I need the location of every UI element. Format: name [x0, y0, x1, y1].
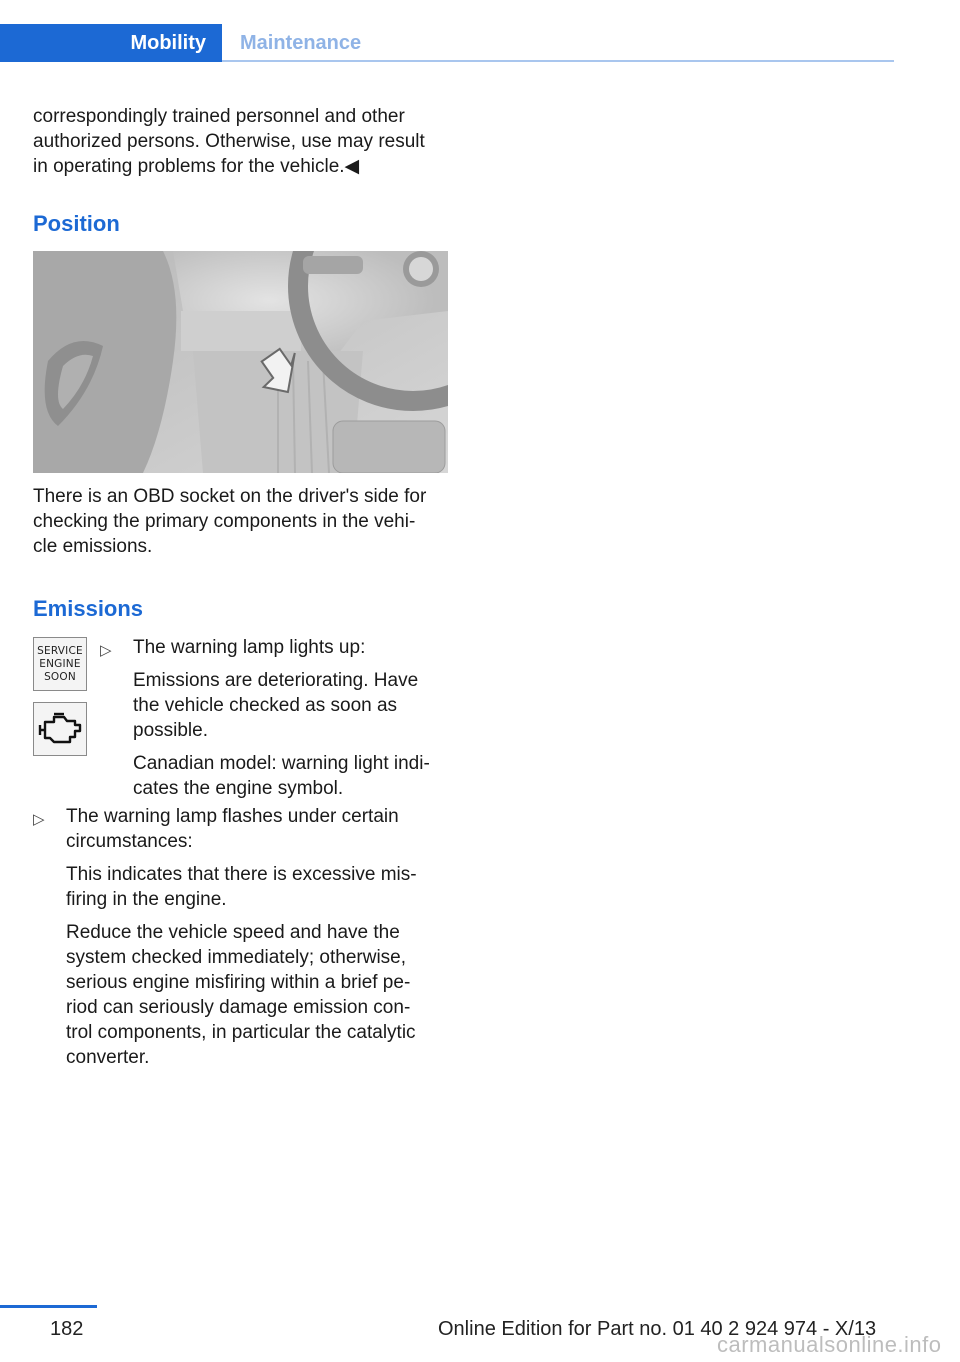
intro-line: correspondingly trained personnel and other — [33, 106, 405, 127]
item-paragraph — [133, 751, 453, 801]
item-paragraph — [66, 920, 456, 1070]
bullet-icon: ▷ — [100, 642, 112, 659]
header-divider — [222, 60, 894, 62]
position-line: cle emissions. — [33, 536, 153, 557]
position-line: checking the primary components in the vehi‐ — [33, 511, 416, 532]
icon-text-line: ENGINE — [39, 658, 81, 670]
item-line: possible. — [133, 720, 208, 741]
item-lead: The warning lamp lights up: — [133, 637, 366, 658]
item-line: The warning lamp flashes under certain — [66, 806, 399, 827]
icon-text-line: SOON — [44, 671, 76, 683]
tab-mobility[interactable]: Mobility — [0, 24, 222, 62]
list-item — [133, 635, 453, 801]
item-line: firing in the engine. — [66, 889, 227, 910]
item-line: trol components, in particular the catalytic — [66, 1022, 416, 1043]
obd-socket-photo — [33, 251, 448, 473]
item-paragraph — [133, 668, 453, 743]
position-heading: Position — [33, 211, 120, 236]
item-line: This indicates that there is excessive mis‐ — [66, 864, 417, 885]
intro-paragraph — [33, 104, 448, 179]
item-line: the vehicle checked as soon as — [133, 695, 398, 716]
service-engine-soon-icon — [33, 637, 87, 691]
intro-line: in operating problems for the vehicle.◀ — [33, 156, 360, 177]
intro-line: authorized persons. Otherwise, use may result — [33, 131, 425, 152]
bullet-icon: ▷ — [33, 811, 45, 828]
edition-text: Online Edition for Part no. 01 40 2 924 974 - X/13 — [438, 1318, 877, 1340]
item-line: serious engine misfiring within a brief pe‐ — [66, 972, 411, 993]
position-line: There is an OBD socket on the driver's side for — [33, 486, 427, 507]
position-paragraph — [33, 484, 448, 559]
item-line: riod can seriously damage emission con‐ — [66, 997, 411, 1018]
item-line: cates the engine symbol. — [133, 778, 344, 799]
item-line: system checked immediately; otherwise, — [66, 947, 407, 968]
item-line: Reduce the vehicle speed and have the — [66, 922, 400, 943]
item-line: Emissions are deteriorating. Have — [133, 670, 419, 691]
engine-icon — [33, 702, 87, 756]
tab-maintenance[interactable]: Maintenance — [240, 31, 362, 54]
item-line: converter. — [66, 1047, 150, 1068]
footer-rule — [0, 1305, 97, 1308]
item-line: circumstances: — [66, 831, 193, 852]
icon-text-line: SERVICE — [37, 645, 83, 657]
item-line: Canadian model: warning light indi‐ — [133, 753, 430, 774]
watermark: carmanualsonline.info — [717, 1332, 942, 1357]
page-number: 182 — [50, 1318, 84, 1340]
list-item — [66, 804, 456, 1070]
item-paragraph — [66, 862, 456, 912]
emissions-heading: Emissions — [33, 596, 144, 621]
